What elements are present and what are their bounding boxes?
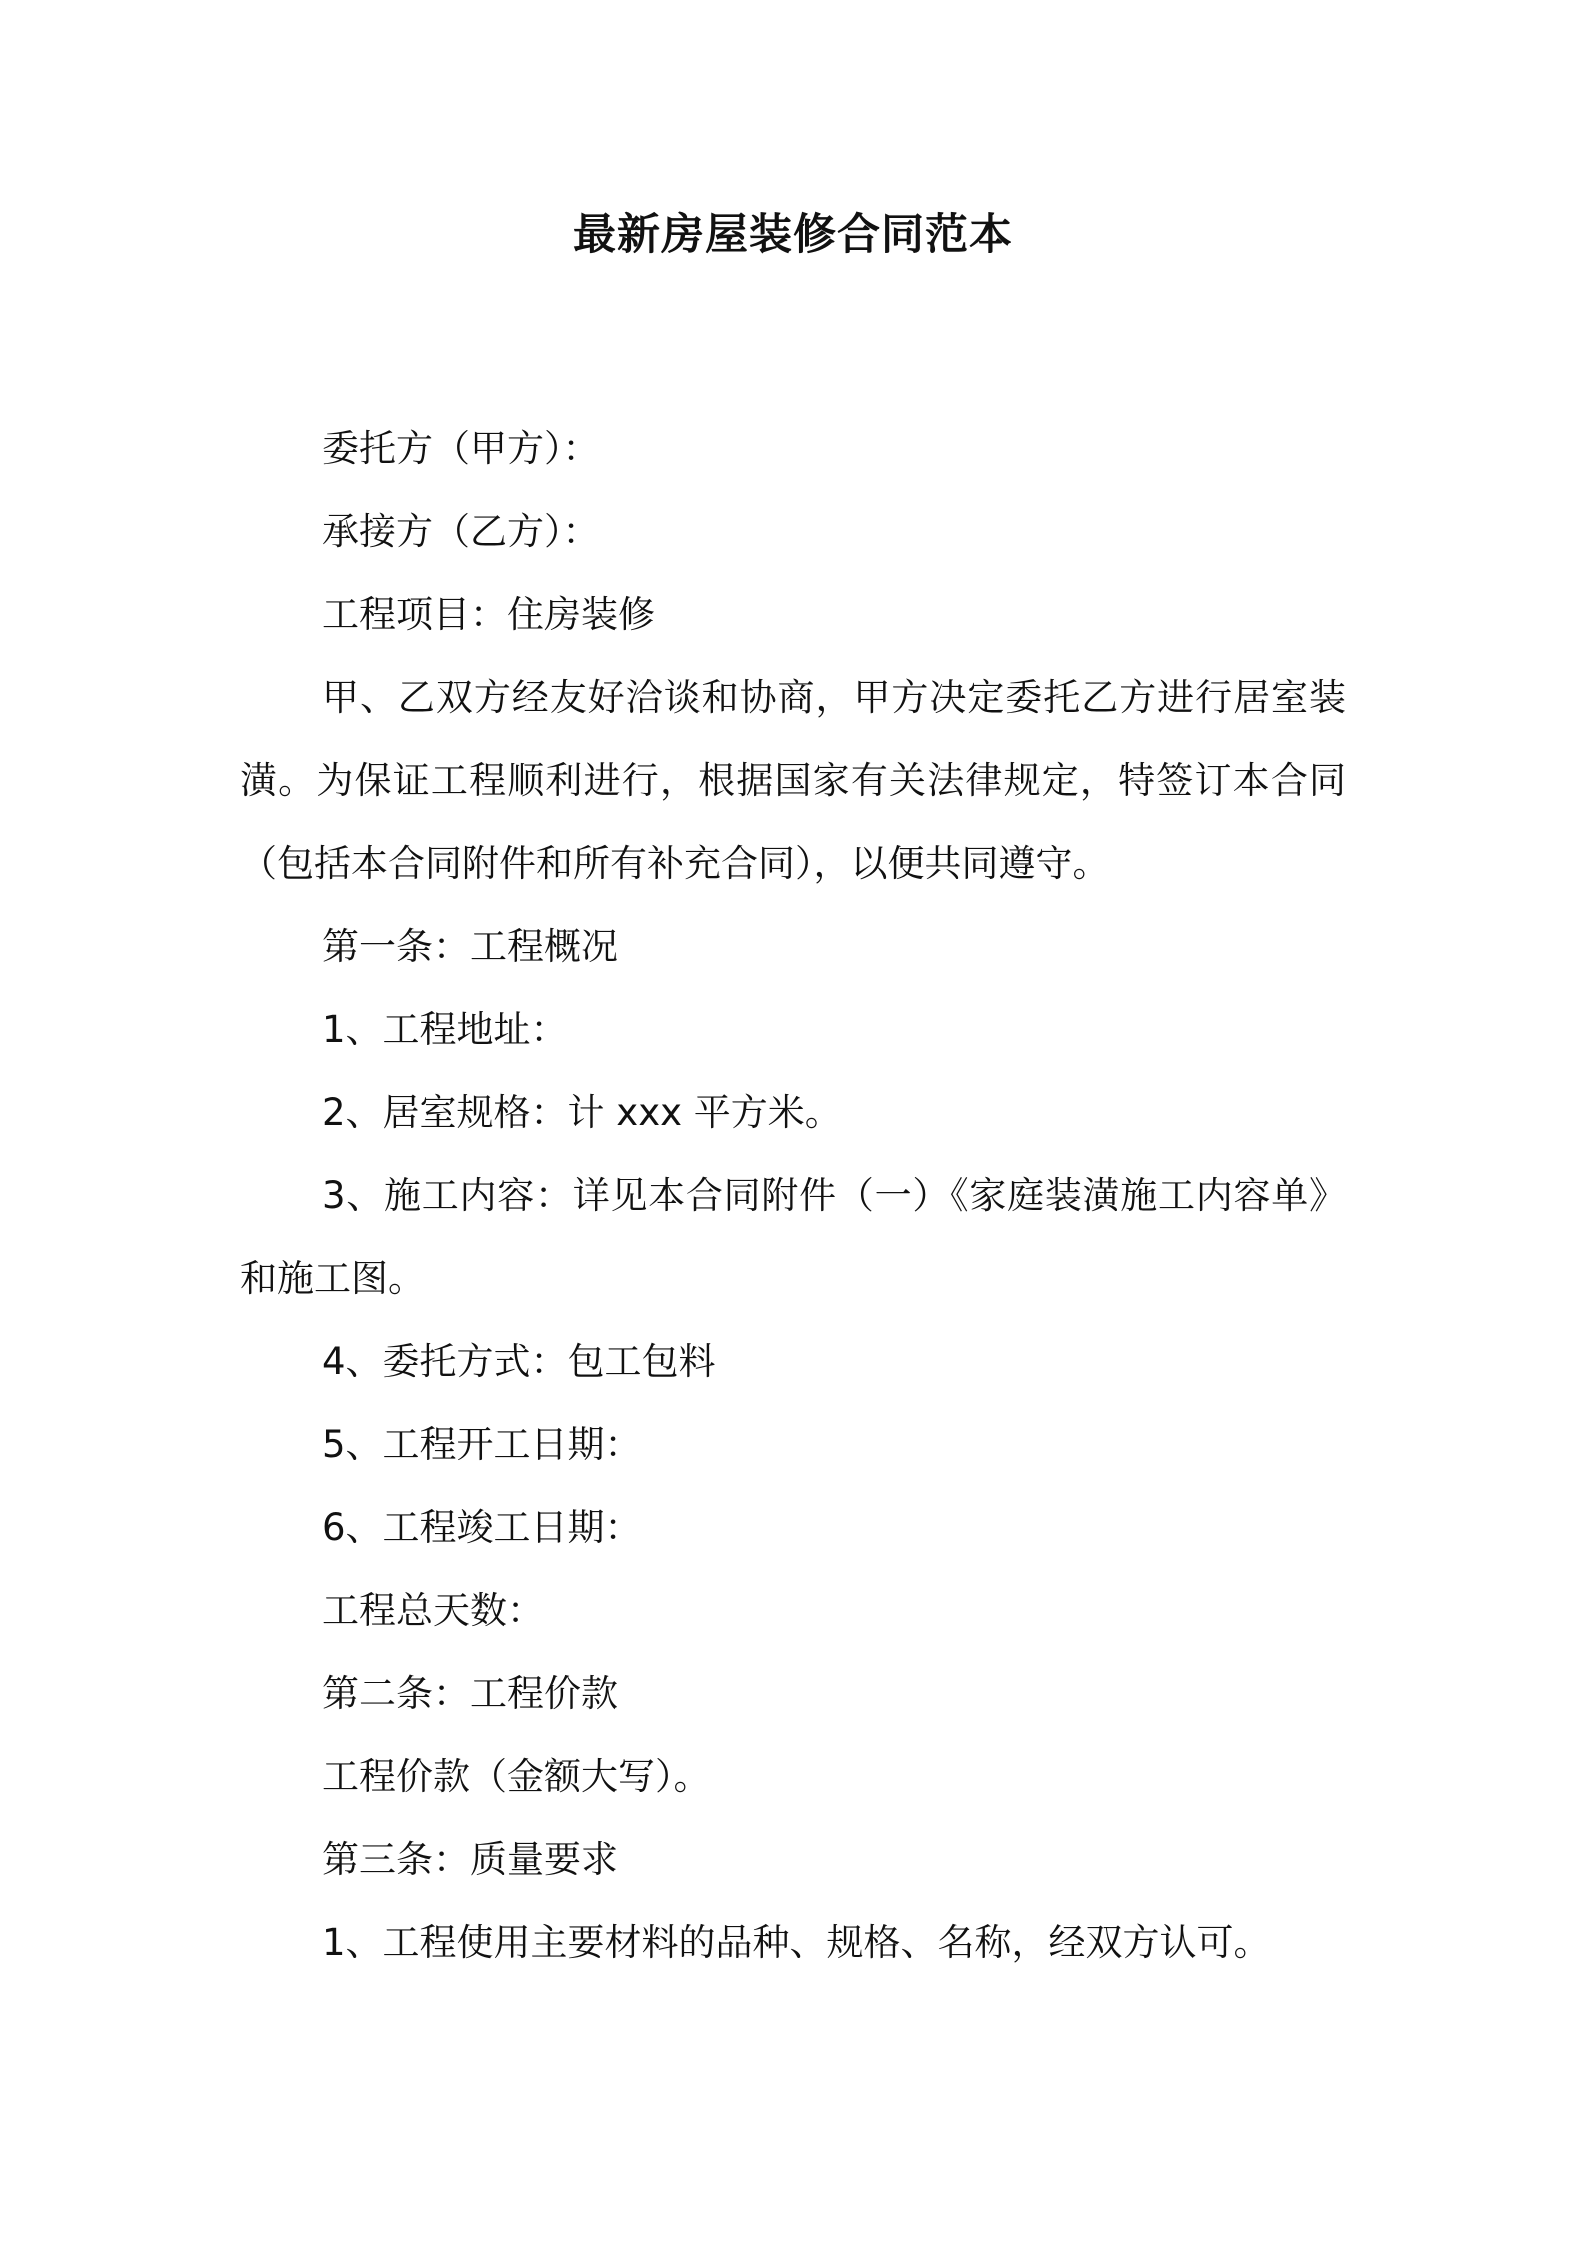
article-1-heading: 第一条：工程概况 bbox=[322, 925, 618, 968]
document-body bbox=[240, 407, 1346, 1984]
party-a-line: 委托方（甲方）： bbox=[322, 427, 600, 470]
article-1-item-5: 5、工程开工日期： bbox=[322, 1423, 642, 1466]
article-1-item-6: 6、工程竣工日期： bbox=[322, 1506, 642, 1549]
article-2-heading: 第二条：工程价款 bbox=[322, 1672, 618, 1715]
article-3-heading: 第三条：质量要求 bbox=[322, 1838, 618, 1881]
article-1-item-4: 4、委托方式：包工包料 bbox=[322, 1340, 716, 1383]
preamble-paragraph: 甲、乙双方经友好洽谈和协商，甲方决定委托乙方进行居室装潢。为保证工程顺利进行，根据国家有关法律规定，特签订本合同（包括本合同附件和所有补充合同），以便共同遵守。 bbox=[240, 676, 1346, 885]
document-title: 最新房屋装修合同范本 bbox=[573, 210, 1013, 260]
article-3-item-1: 1、工程使用主要材料的品种、规格、名称，经双方认可。 bbox=[322, 1921, 1271, 1964]
article-2-price-line: 工程价款（金额大写）。 bbox=[322, 1755, 711, 1798]
article-1-item-1: 1、工程地址： bbox=[322, 1008, 568, 1051]
article-1-item-2: 2、居室规格：计 xxx 平方米。 bbox=[322, 1091, 842, 1134]
article-1-item-3: 3、施工内容：详见本合同附件（一）《家庭装潢施工内容单》和施工图。 bbox=[240, 1174, 1346, 1300]
project-line: 工程项目：住房装修 bbox=[322, 593, 655, 636]
total-days-line: 工程总天数： bbox=[322, 1589, 544, 1632]
party-b-line: 承接方（乙方）： bbox=[322, 510, 600, 553]
